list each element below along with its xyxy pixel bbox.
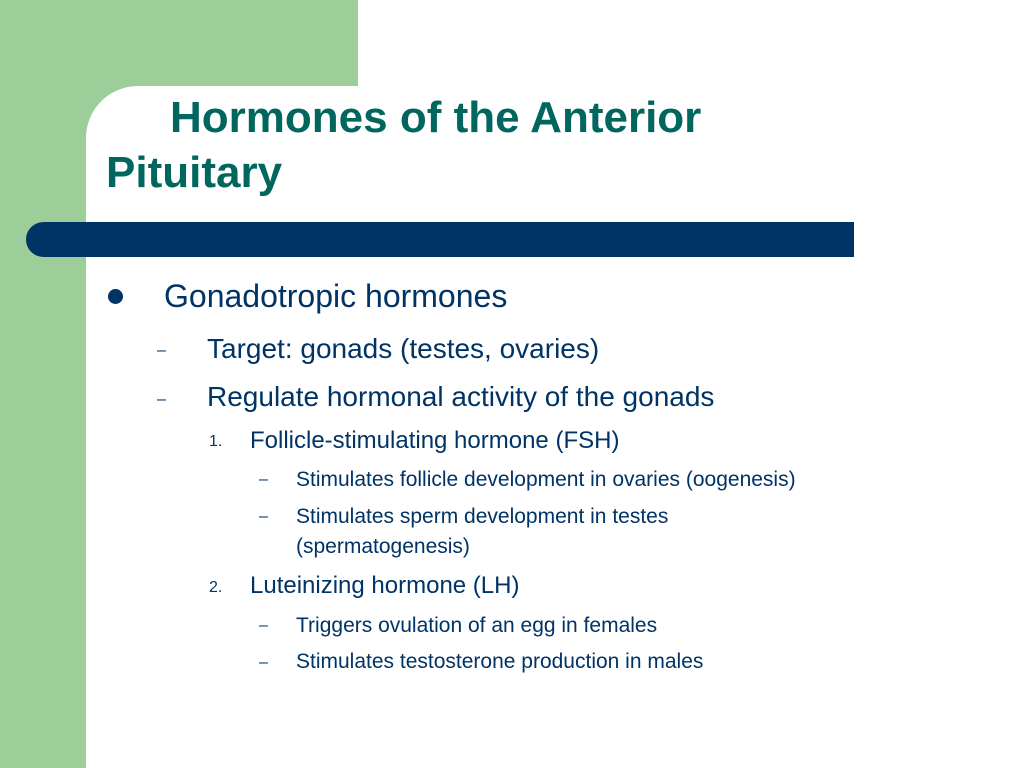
dash-marker: – xyxy=(157,391,166,408)
bullet-fsh-ovaries: Stimulates follicle development in ovaries (oogenesis) xyxy=(296,468,796,491)
number-marker-1: 1. xyxy=(209,433,223,450)
number-marker-2: 2. xyxy=(209,579,223,596)
bullet-fsh-testes-line2: (spermatogenesis) xyxy=(296,535,470,558)
bullet-dot-icon xyxy=(108,289,123,304)
dash-marker: – xyxy=(157,342,166,359)
bullet-fsh-testes-line1: Stimulates sperm development in testes xyxy=(296,505,669,528)
bullet-gonadotropic-hormones: Gonadotropic hormones xyxy=(164,278,508,314)
slide-title: Hormones of the Anterior Pituitary xyxy=(106,93,702,197)
dash-marker: – xyxy=(259,471,268,488)
bullet-lh: Luteinizing hormone (LH) xyxy=(250,572,520,599)
dash-marker: – xyxy=(259,617,268,634)
dash-marker: – xyxy=(259,654,268,671)
bullet-target: Target: gonads (testes, ovaries) xyxy=(207,333,600,364)
dash-marker: – xyxy=(259,508,268,525)
bullet-fsh: Follicle-stimulating hormone (FSH) xyxy=(250,427,620,454)
bullet-regulate: Regulate hormonal activity of the gonads xyxy=(207,381,715,412)
bullet-lh-ovulation: Triggers ovulation of an egg in females xyxy=(296,614,658,637)
bullet-lh-testosterone: Stimulates testosterone production in males xyxy=(296,650,704,673)
